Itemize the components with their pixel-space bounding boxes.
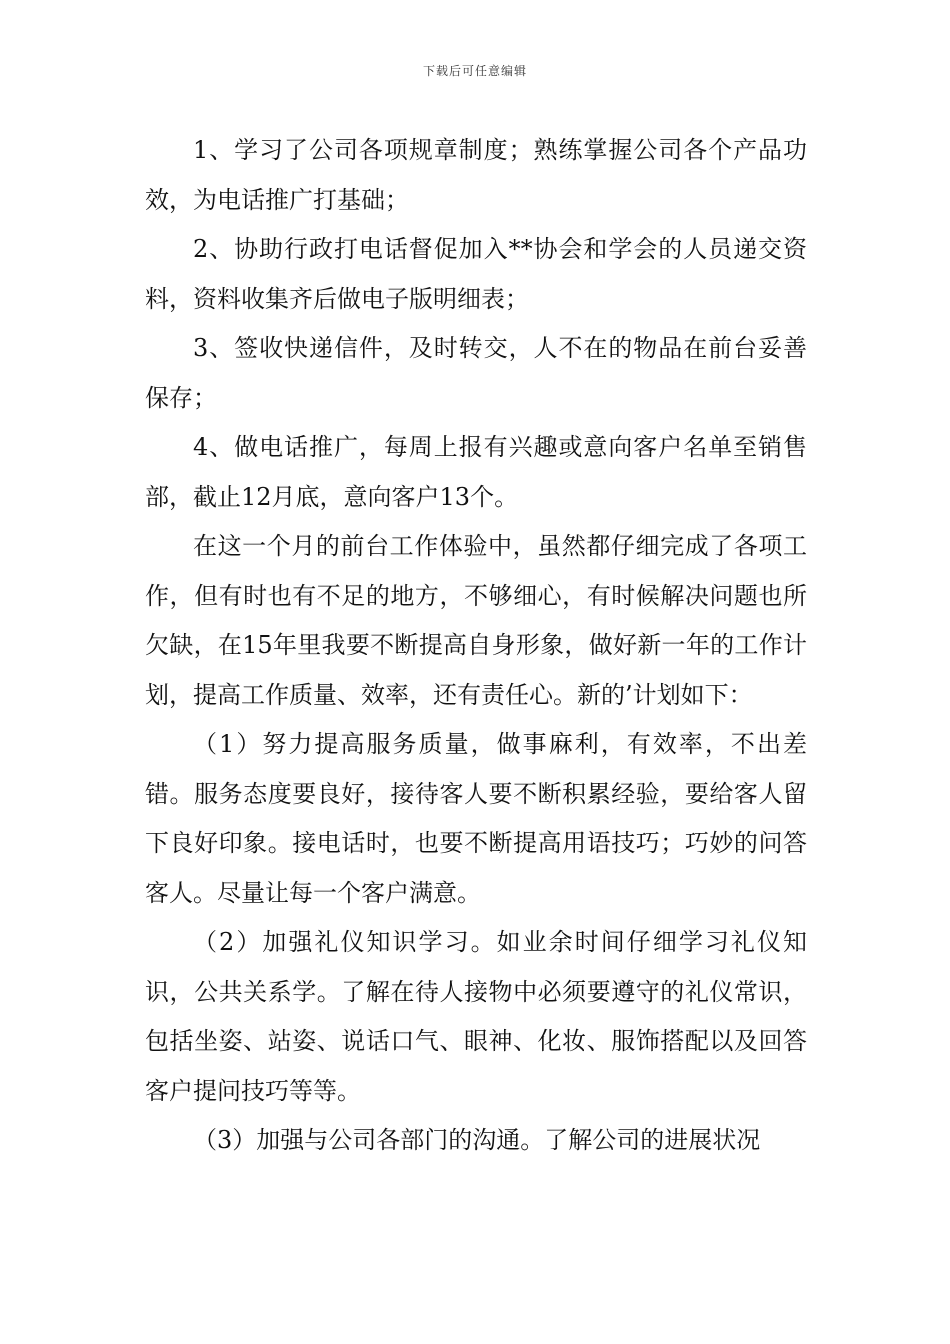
header-note: 下载后可任意编辑 xyxy=(422,64,527,78)
paragraph-plan-3: （3）加强与公司各部门的沟通。了解公司的进展状况 xyxy=(193,1126,761,1154)
paragraph-item-1: 1、学习了公司各项规章制度；熟练掌握公司各个产品功效，为电话推广打基础； xyxy=(145,136,807,214)
paragraph-plan-2: （2）加强礼仪知识学习。如业余时间仔细学习礼仪知识，公共关系学。了解在待人接物中必须要遵守的礼仪常识，包括坐姿、站姿、说话口气、眼神、化妆、服饰搭配以及回答客户提问技巧等等。 xyxy=(145,928,807,1105)
paragraph-item-2: 2、协助行政打电话督促加入**协会和学会的人员递交资料，资料收集齐后做电子版明细表； xyxy=(145,235,807,313)
paragraph-item-3: 3、签收快递信件，及时转交，人不在的物品在前台妥善保存； xyxy=(145,334,807,412)
document-body xyxy=(145,126,807,1166)
paragraph-item-4: 4、做电话推广，每周上报有兴趣或意向客户名单至销售部，截止12月底，意向客户13个。 xyxy=(145,433,807,511)
paragraph-summary: 在这一个月的前台工作体验中，虽然都仔细完成了各项工作，但有时也有不足的地方，不够细心，有时候解决问题也所欠缺，在15年里我要不断提高自身形象，做好新一年的工作计划，提高工作质量、效率，还有责任心。新的’计划如下： xyxy=(145,532,807,709)
paragraph-plan-1: （1）努力提高服务质量，做事麻利，有效率，不出差错。服务态度要良好，接待客人要不断积累经验，要给客人留下良好印象。接电话时，也要不断提高用语技巧；巧妙的问答客人。尽量让每一个客户满意。 xyxy=(145,730,807,907)
